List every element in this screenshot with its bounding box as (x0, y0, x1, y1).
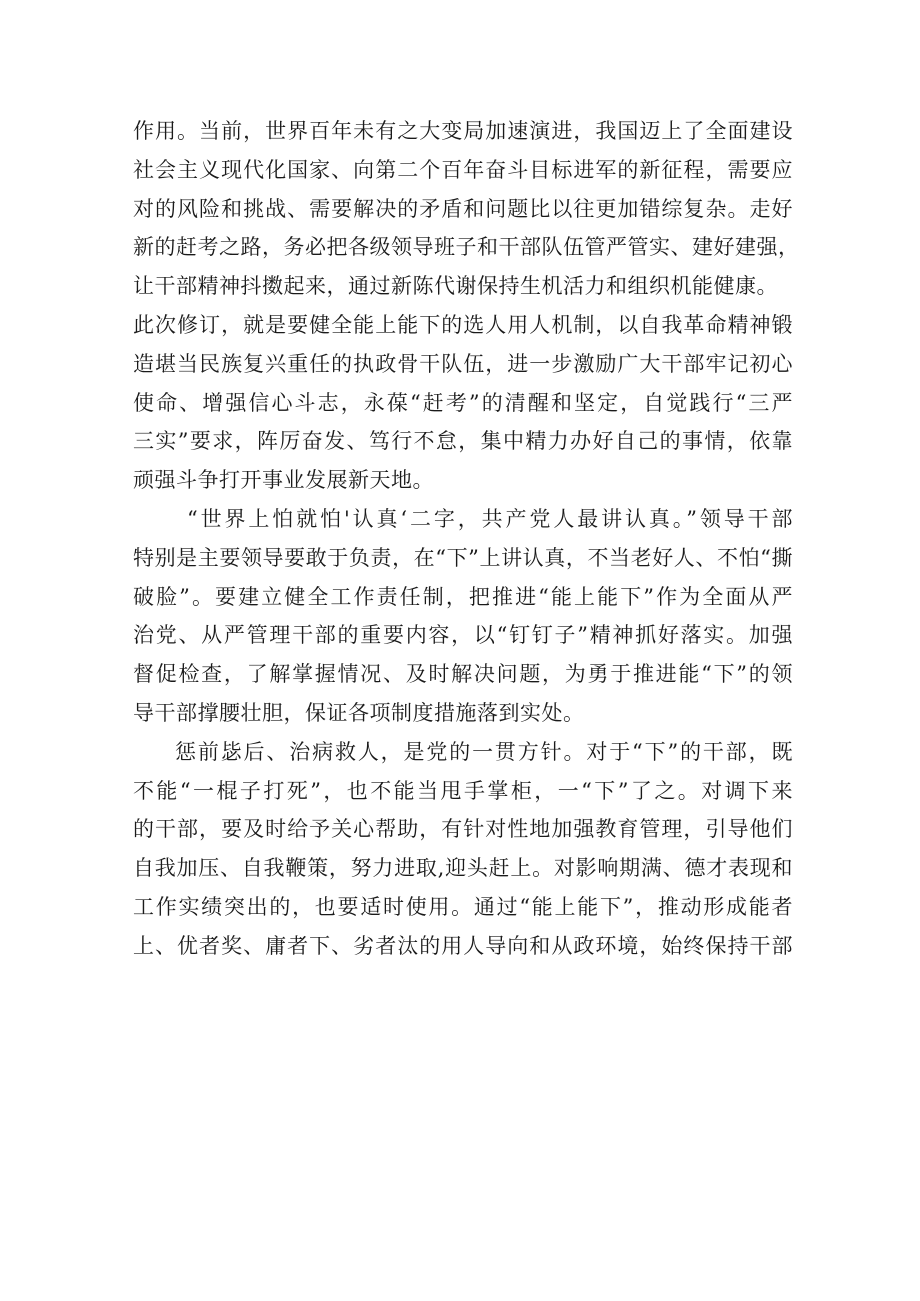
text-line: 社会主义现代化国家、向第二个百年奋斗目标进军的新征程，需要应 (133, 157, 793, 182)
text-line: 此次修订，就是要健全能上能下的选人用人机制，以自我革命精神锻 (133, 312, 793, 337)
text-line: 作用。当前，世界百年未有之大变局加速演进，我国迈上了全面建设 (133, 119, 793, 143)
text-line: 导干部撑腰壮胆，保证各项制度措施落到实处。 (133, 700, 585, 725)
text-line: 惩前毖后、治病救人，是党的一贯方针。对于“下”的干部，既 (175, 739, 793, 764)
text-line: 让干部精神抖擞起来，通过新陈代谢保持生机活力和组织机能健康。 (133, 274, 778, 299)
text-line: 的干部，要及时给予关心帮助，有针对性地加强教育管理，引导他们 (133, 817, 793, 842)
text-line: 不能“一棍子打死”，也不能当甩手掌柜，一“下”了之。对调下来 (133, 778, 793, 803)
paragraph-1 (133, 112, 800, 500)
text-line: 造堪当民族复兴重任的执政骨干队伍，进一步激励广大干部牢记初心 (133, 351, 793, 376)
body-text (133, 112, 800, 966)
text-line: 上、优者奖、庸者下、劣者汰的用人导向和从政环境，始终保持干部 (133, 933, 793, 958)
text-line: 治党、从严管理干部的重要内容，以“钉钉子”精神抓好落实。加强 (133, 623, 793, 648)
text-line: 对的风险和挑战、需要解决的矛盾和问题比以往更加错综复杂。走好 (133, 196, 793, 221)
text-line: 使命、增强信心斗志，永葆“赶考”的清醒和坚定，自觉践行“三严 (133, 390, 793, 415)
text-line: 自我加压、自我鞭策，努力进取,迎头赶上。对影响期满、德才表现和 (133, 856, 793, 881)
text-line: 工作实绩突出的，也要适时使用。通过“能上能下”，推动形成能者 (133, 894, 793, 919)
text-line: “世界上怕就怕'认真‘二字，共产党人最讲认真。”领导干部 (187, 506, 793, 531)
text-line: 三实”要求，阵厉奋发、笃行不怠，集中精力办好自己的事情，依靠 (133, 429, 793, 454)
text-line: 顽强斗争打开事业发展新天地。 (133, 468, 434, 493)
paragraph-3 (133, 733, 793, 966)
paragraph-2 (133, 500, 793, 733)
text-line: 督促检查，了解掌握情况、及时解决问题，为勇于推进能“下”的领 (133, 662, 793, 687)
text-line: 特别是主要领导要敢于负责，在“下”上讲认真，不当老好人、不怕“撕 (133, 545, 793, 570)
text-line: 破脸”。要建立健全工作责任制，把推进“能上能下”作为全面从严 (133, 584, 793, 609)
text-line: 新的赶考之路，务必把各级领导班子和干部队伍管严管实、建好建强， (133, 235, 800, 260)
